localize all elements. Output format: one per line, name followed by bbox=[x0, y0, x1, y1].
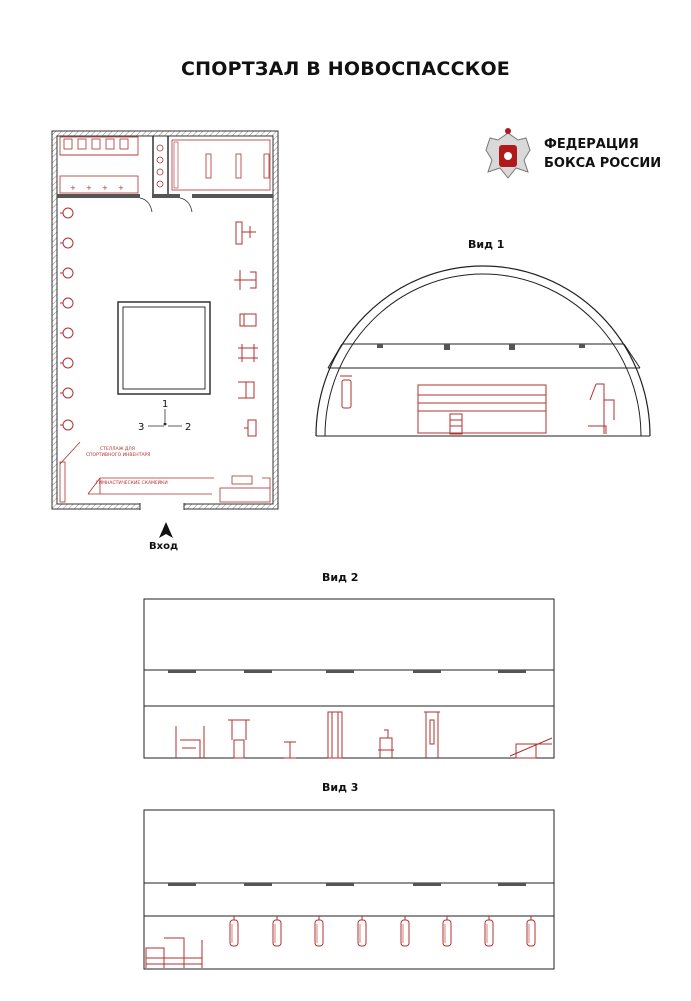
logo-line-2: БОКСА РОССИИ bbox=[544, 156, 662, 171]
logo-line-1: ФЕДЕРАЦИЯ bbox=[544, 137, 639, 152]
benches-label: ГИМНАСТИЧЕСКИЕ СКАМЕЙКИ bbox=[96, 481, 168, 486]
page-title: СПОРТЗАЛ В НОВОСПАССКОЕ bbox=[181, 58, 510, 80]
storage-label-line-1: СТЕЛЛАЖ ДЛЯ bbox=[100, 447, 135, 452]
svg-text:+: + bbox=[70, 184, 76, 192]
entrance-arrow-icon bbox=[159, 522, 173, 538]
view-3-title: Вид 3 bbox=[322, 781, 359, 794]
federation-emblem-icon bbox=[486, 128, 530, 178]
view-2-title: Вид 2 bbox=[322, 571, 359, 584]
view-marker-1: 1 bbox=[162, 399, 169, 410]
floor-plan bbox=[52, 131, 278, 538]
svg-text:+: + bbox=[102, 184, 108, 192]
storage-label-line-2: СПОРТИВНОГО ИНВЕНТАРЯ bbox=[86, 453, 151, 458]
view-marker-3: 3 bbox=[138, 422, 145, 433]
view-1-section bbox=[316, 266, 650, 436]
svg-text:+: + bbox=[118, 184, 124, 192]
entrance-label: Вход bbox=[149, 541, 179, 552]
view-2-section bbox=[144, 599, 554, 758]
svg-text:+: + bbox=[86, 184, 92, 192]
view-1-title: Вид 1 bbox=[468, 238, 505, 251]
view-marker-2: 2 bbox=[185, 422, 192, 433]
view-3-section bbox=[144, 810, 554, 969]
